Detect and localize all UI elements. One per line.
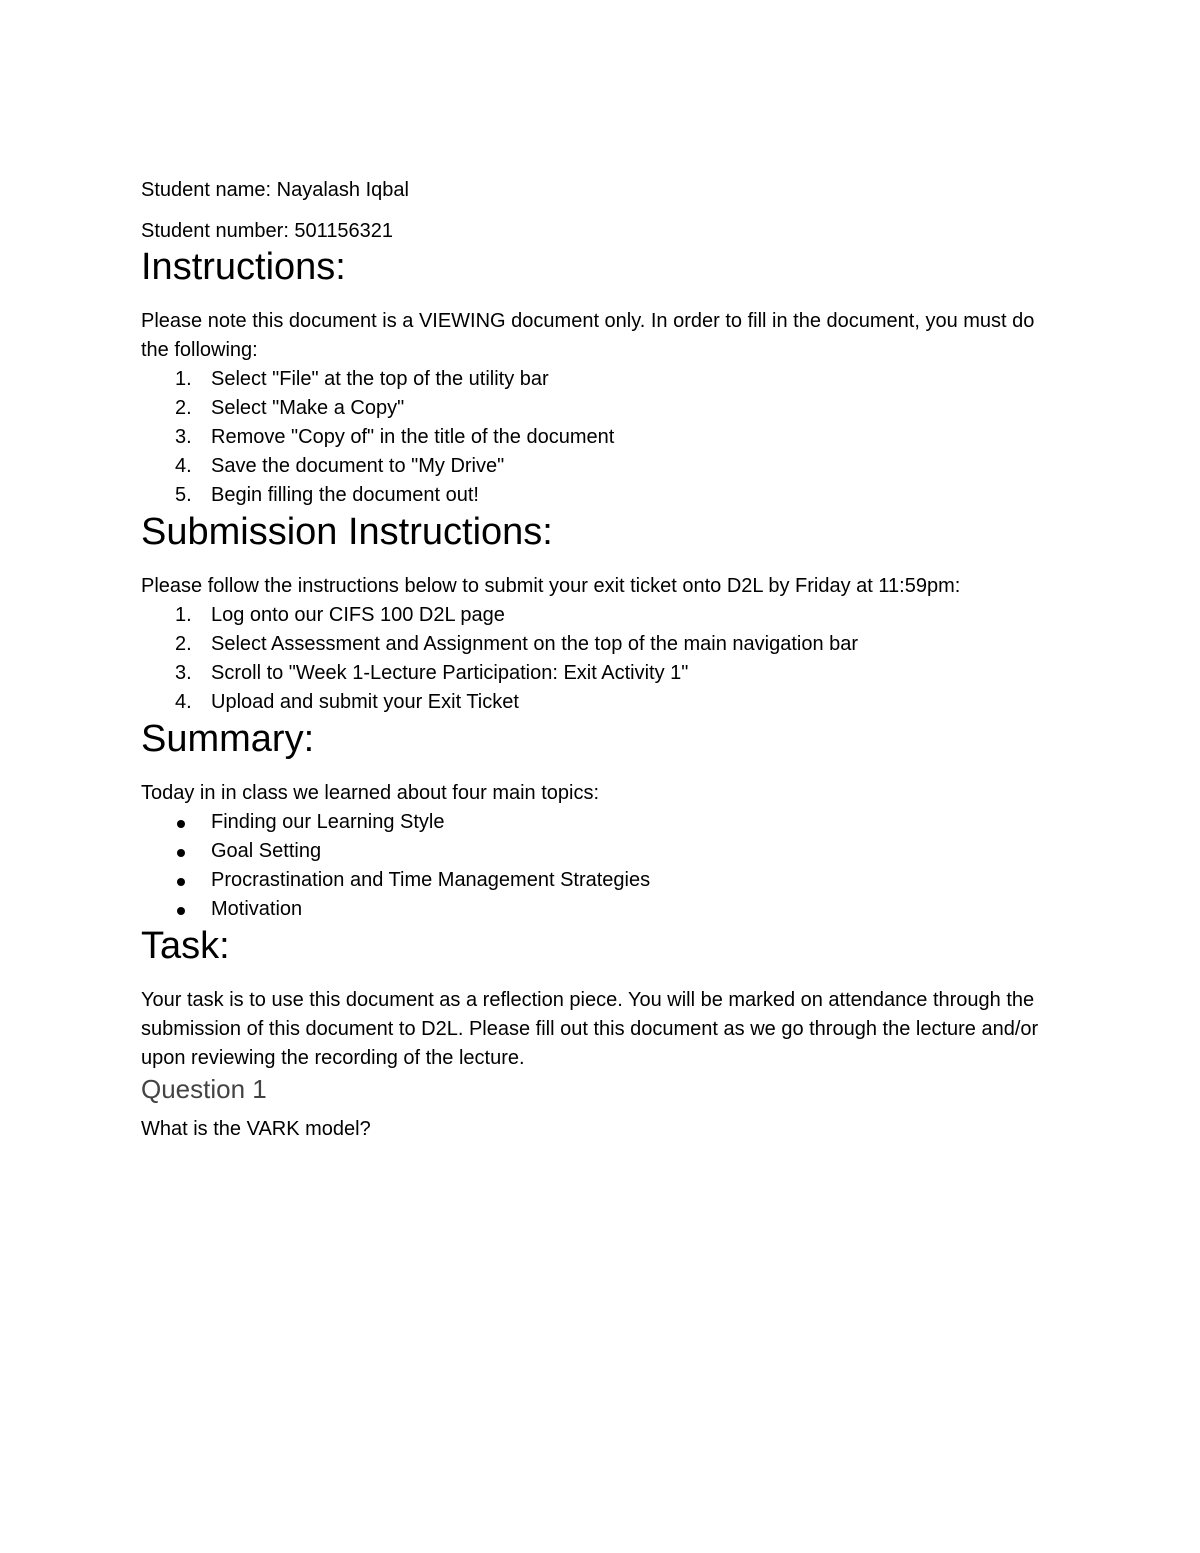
task-body: Your task is to use this document as a reflection piece. You will be marked on attendance through the submission of this document to D2L. Please fill out this document as we go through the lecture and/or upon reviewing the recording of the lecture.: [141, 989, 1039, 1069]
list-number: 1.: [175, 604, 192, 626]
list-item-text: Select "File" at the top of the utility bar: [211, 368, 549, 390]
task-heading: Task:: [141, 925, 230, 967]
list-item-text: Begin filling the document out!: [211, 484, 479, 506]
list-number: 4.: [175, 455, 192, 477]
submission-steps-list: [141, 601, 1061, 717]
list-item: [141, 688, 1061, 717]
instructions-steps-list: [141, 365, 1061, 510]
bullet-icon: [177, 849, 185, 857]
list-item-text: Motivation: [211, 898, 303, 920]
summary-heading: Summary:: [141, 718, 315, 760]
list-item: [141, 837, 1061, 866]
list-item: [141, 365, 1061, 394]
list-item: [141, 659, 1061, 688]
bullet-icon: [177, 820, 185, 828]
question-1-prompt: What is the VARK model?: [141, 1118, 371, 1140]
list-item-text: Save the document to "My Drive": [211, 455, 505, 477]
list-number: 3.: [175, 426, 192, 448]
list-item: [141, 481, 1061, 510]
list-number: 3.: [175, 662, 192, 684]
list-item-text: Finding our Learning Style: [211, 811, 445, 833]
list-item: [141, 866, 1061, 895]
list-item-text: Log onto our CIFS 100 D2L page: [211, 604, 505, 626]
list-item-text: Select Assessment and Assignment on the top of the main navigation bar: [211, 633, 859, 655]
bullet-icon: [177, 907, 185, 915]
submission-intro: Please follow the instructions below to submit your exit ticket onto D2L by Friday at 11:59pm:: [141, 575, 961, 597]
list-item: [141, 423, 1061, 452]
summary-topics-list: [141, 808, 1061, 924]
instructions-intro: Please note this document is a VIEWING document only. In order to fill in the document, you must do the following:: [141, 310, 1035, 361]
list-number: 2.: [175, 397, 192, 419]
list-item: [141, 394, 1061, 423]
instructions-heading: Instructions:: [141, 246, 346, 288]
bullet-icon: [177, 878, 185, 886]
list-item: [141, 895, 1061, 924]
question-1-heading: Question 1: [141, 1074, 267, 1104]
student-name-line: Student name: Nayalash Iqbal: [141, 179, 409, 201]
list-item: [141, 808, 1061, 837]
list-item: [141, 630, 1061, 659]
list-item-text: Remove "Copy of" in the title of the document: [211, 426, 615, 448]
summary-intro: Today in in class we learned about four main topics:: [141, 782, 600, 804]
list-item-text: Upload and submit your Exit Ticket: [211, 691, 519, 713]
list-item-text: Select "Make a Copy": [211, 397, 405, 419]
list-item: [141, 601, 1061, 630]
list-item-text: Goal Setting: [211, 840, 322, 862]
list-number: 1.: [175, 368, 192, 390]
submission-instructions-heading: Submission Instructions:: [141, 511, 553, 553]
list-item-text: Scroll to "Week 1-Lecture Participation: Exit Activity 1": [211, 662, 689, 684]
list-number: 4.: [175, 691, 192, 713]
list-item-text: Procrastination and Time Management Strategies: [211, 869, 651, 891]
list-number: 5.: [175, 484, 192, 506]
list-number: 2.: [175, 633, 192, 655]
student-number-line: Student number: 501156321: [141, 220, 394, 242]
document-body: [141, 176, 1061, 1144]
list-item: [141, 452, 1061, 481]
